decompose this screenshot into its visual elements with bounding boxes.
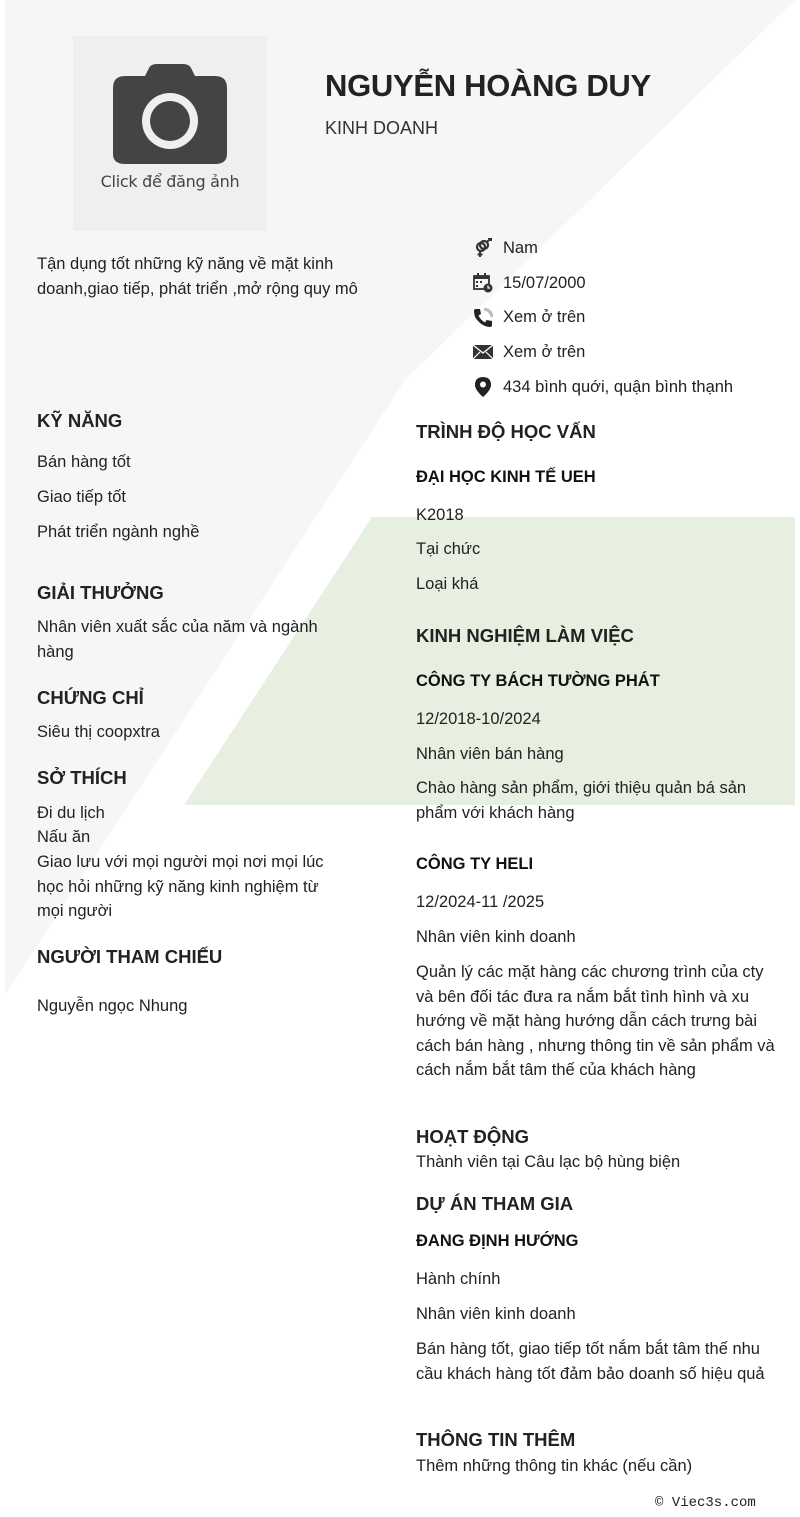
project-field: Hành chính [416, 1270, 501, 1288]
contact-phone [472, 300, 733, 335]
hobby-item: Đi du lịch [37, 804, 105, 822]
additional-info-heading: THÔNG TIN THÊM [416, 1429, 576, 1450]
references-heading: NGƯỜI THAM CHIẾU [37, 946, 223, 967]
job-description: Chào hàng sản phẩm, giới thiệu quản bá sản phẩm với khách hàng [416, 779, 747, 822]
contact-address [472, 370, 733, 405]
contact-email [472, 335, 733, 370]
skill-item: Giao tiếp tốt [37, 488, 126, 506]
contact-info [472, 231, 733, 404]
education-period: K2018 [416, 506, 464, 524]
certificates-text: Siêu thị coopxtra [37, 723, 160, 741]
education-major: Tại chức [416, 540, 481, 558]
job-period: 12/2018-10/2024 [416, 710, 541, 728]
email-icon [472, 341, 494, 363]
education-grade: Loại khá [416, 575, 479, 593]
birthdate-value: 15/07/2000 [503, 273, 586, 292]
activities-text: Thành viên tại Câu lạc bộ hùng biện [416, 1153, 681, 1171]
photo-upload-label: Click để đăng ảnh [100, 172, 240, 191]
email-value: Xem ở trên [503, 342, 586, 361]
job-role: Nhân viên kinh doanh [416, 928, 576, 946]
awards-text: Nhân viên xuất sắc của năm và ngành hàng [37, 618, 318, 661]
skill-item: Phát triển ngành nghề [37, 523, 200, 541]
projects-heading: DỰ ÁN THAM GIA [416, 1193, 574, 1214]
experience-heading: KINH NGHIỆM LÀM VIỆC [416, 625, 634, 646]
contact-gender [472, 231, 733, 266]
awards-heading: GIẢI THƯỞNG [37, 582, 164, 603]
activities-heading: HOẠT ĐỘNG [416, 1126, 530, 1147]
career-objective: Tận dụng tốt những kỹ năng về mặt kinh doanh,giao tiếp, phát triển ,mở rộng quy mô [37, 255, 358, 298]
address-value: 434 bình quới, quận bình thạnh [503, 377, 734, 396]
certificates-heading: CHỨNG CHỈ [37, 687, 144, 708]
candidate-position: KINH DOANH [325, 118, 439, 138]
location-pin-icon [472, 376, 494, 398]
skills-heading: KỸ NĂNG [37, 410, 123, 431]
project-name: ĐANG ĐỊNH HƯỚNG [416, 1232, 579, 1250]
skill-item: Bán hàng tốt [37, 453, 131, 471]
education-school: ĐẠI HỌC KINH TẾ UEH [416, 468, 596, 486]
hobby-item: Nấu ăn [37, 828, 91, 846]
references-text: Nguyễn ngọc Nhung [37, 997, 188, 1015]
hobbies-heading: SỞ THÍCH [37, 767, 127, 788]
job-role: Nhân viên bán hàng [416, 745, 564, 763]
job-period: 12/2024-11 /2025 [416, 893, 545, 911]
additional-info-text: Thêm những thông tin khác (nếu cần) [416, 1457, 693, 1475]
job-company: CÔNG TY HELI [416, 855, 534, 873]
photo-upload[interactable] [73, 36, 267, 231]
camera-icon [111, 64, 229, 166]
contact-birthdate [472, 266, 733, 301]
phone-value: Xem ở trên [503, 308, 586, 327]
job-company: CÔNG TY BÁCH TƯỜNG PHÁT [416, 672, 660, 690]
gender-value: Nam [503, 238, 538, 257]
copyright-footer: © Viec3s.com [655, 1495, 756, 1511]
gender-icon [472, 237, 494, 259]
calendar-icon [472, 272, 494, 294]
candidate-name: NGUYỄN HOÀNG DUY [325, 68, 651, 103]
phone-icon [472, 307, 494, 329]
hobby-item: Giao lưu với mọi người mọi nơi mọi lúc học hỏi những kỹ năng kinh nghiệm từ mọi người [37, 853, 324, 920]
job-description: Quản lý các mặt hàng các chương trình của cty và bên đối tác đưa ra nắm bắt tình hình và xu hướng về mặt hàng hướng dẫn cách trưng bài cách bán hàng , nhưng thông tin về sản phẩm và cách nắm bắt tâm thế của khách hàng [416, 963, 775, 1079]
education-heading: TRÌNH ĐỘ HỌC VẤN [416, 421, 596, 442]
project-role: Nhân viên kinh doanh [416, 1305, 576, 1323]
project-description: Bán hàng tốt, giao tiếp tốt nắm bắt tâm thế nhu cầu khách hàng tốt đảm bảo doanh số hiệu quả [416, 1340, 765, 1383]
